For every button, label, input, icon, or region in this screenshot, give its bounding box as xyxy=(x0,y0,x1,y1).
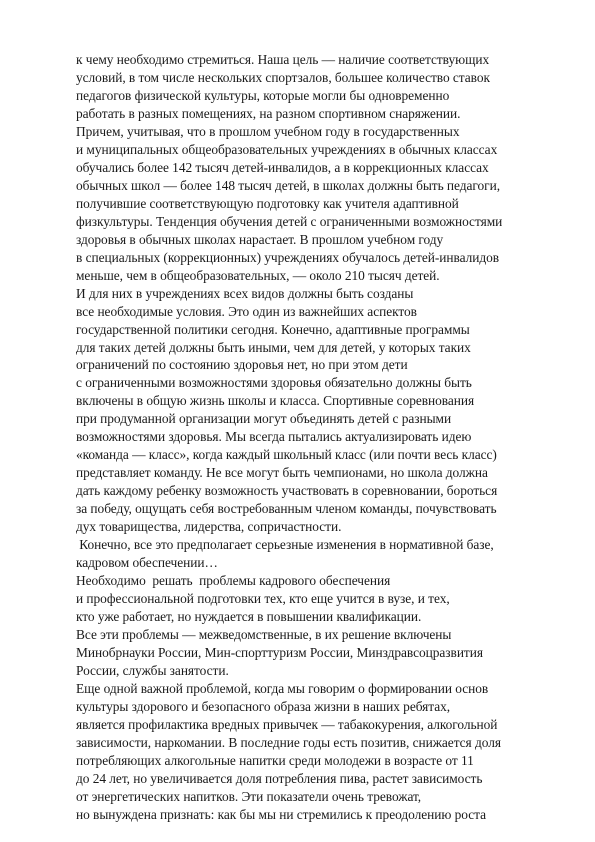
text-line: кто уже работает, но нуждается в повышении квалификации. xyxy=(76,609,422,625)
text-line: кадровом обеспечении… xyxy=(76,555,218,571)
text-line: Минобрнауки России, Мин-спорттуризм России, Минздравсоцразвития xyxy=(76,644,483,660)
text-line: до 24 лет, но увеличивается доля потребления пива, растет зависимость xyxy=(76,770,483,786)
text-line: представляет команду. Не все могут быть чемпионами, но школа должна xyxy=(76,465,488,481)
text-line: но вынуждена признать: как бы мы ни стремились к преодолению роста xyxy=(76,806,486,822)
text-line: государственной политики сегодня. Конечно, адаптивные программы xyxy=(76,321,470,337)
text-line: И для них в учреждениях всех видов должны быть созданы xyxy=(76,285,414,301)
text-line: включены в общую жизнь школы и класса. Спортивные соревнования xyxy=(76,393,475,409)
text-line: все необходимые условия. Это один из важнейших аспектов xyxy=(76,303,417,319)
text-line: за победу, ощущать себя востребованным членом команды, почувствовать xyxy=(76,501,497,517)
text-line: Еще одной важной проблемой, когда мы говорим о формировании основ xyxy=(76,680,489,696)
text-line: ограничений по состоянию здоровья нет, но при этом дети xyxy=(76,357,408,373)
body-text xyxy=(76,51,536,824)
text-line: к чему необходимо стремиться. Наша цель — наличие соответствующих xyxy=(76,52,490,67)
text-line: работать в разных помещениях, на разном спортивном снаряжении. xyxy=(76,105,461,121)
text-line: педагогов физической культуры, которые могли бы одновременно xyxy=(76,87,450,103)
text-line: и муниципальных общеобразовательных учреждениях в обычных классах xyxy=(76,141,498,157)
text-line: дать каждому ребенку возможность участвовать в соревновании, бороться xyxy=(76,483,498,499)
text-line: Причем, учитывая, что в прошлом учебном году в государственных xyxy=(76,123,460,139)
text-line: возможностями здоровья. Мы всегда пытались актуализировать идею xyxy=(76,429,472,445)
text-line: получившие соответствующую подготовку как учителя адаптивной xyxy=(76,195,459,211)
text-line: обучались более 142 тысяч детей-инвалидов, а в коррекционных классах xyxy=(76,159,489,175)
text-line: потребляющих алкогольные напитки среди молодежи в возрасте от 11 xyxy=(76,752,474,768)
text-line: Необходимо решать проблемы кадрового обеспечения xyxy=(76,573,391,589)
text-line: культуры здорового и безопасного образа жизни в наших ребятах, xyxy=(76,698,451,714)
text-line: с ограниченными возможностями здоровья обязательно должны быть xyxy=(76,375,472,391)
text-line: Конечно, все это предполагает серьезные изменения в нормативной базе, xyxy=(76,537,494,553)
text-line: условий, в том числе нескольких спортзалов, большее количество ставок xyxy=(76,69,490,85)
text-line: от энергетических напитков. Эти показатели очень тревожат, xyxy=(76,788,422,804)
text-line: меньше, чем в общеобразовательных, — около 210 тысяч детей. xyxy=(76,267,440,283)
text-line: здоровья в обычных школах нарастает. В прошлом учебном году xyxy=(76,231,444,247)
text-line: является профилактика вредных привычек — табакокурения, алкогольной xyxy=(76,716,498,732)
text-line: дух товарищества, лидерства, сопричастности. xyxy=(76,519,342,535)
text-line: России, службы занятости. xyxy=(76,662,229,678)
text-line: зависимости, наркомании. В последние годы есть позитив, снижается доля xyxy=(76,734,501,750)
text-line: и профессиональной подготовки тех, кто еще учится в вузе, и тех, xyxy=(76,591,450,607)
text-line: физкультуры. Тенденция обучения детей с ограниченными возможностями xyxy=(76,213,503,229)
text-line: для таких детей должны быть иными, чем для детей, у которых таких xyxy=(76,339,471,355)
text-line: обычных школ — более 148 тысяч детей, в школах должны быть педагоги, xyxy=(76,177,501,193)
text-line: Все эти проблемы — межведомственные, в их решение включены xyxy=(76,627,452,642)
text-line: в специальных (коррекционных) учреждениях обучалось детей-инвалидов xyxy=(76,249,500,265)
text-line: «команда — класс», когда каждый школьный класс (или почти весь класс) xyxy=(76,447,497,463)
text-line: при продуманной организации могут объединять детей с разными xyxy=(76,411,452,427)
